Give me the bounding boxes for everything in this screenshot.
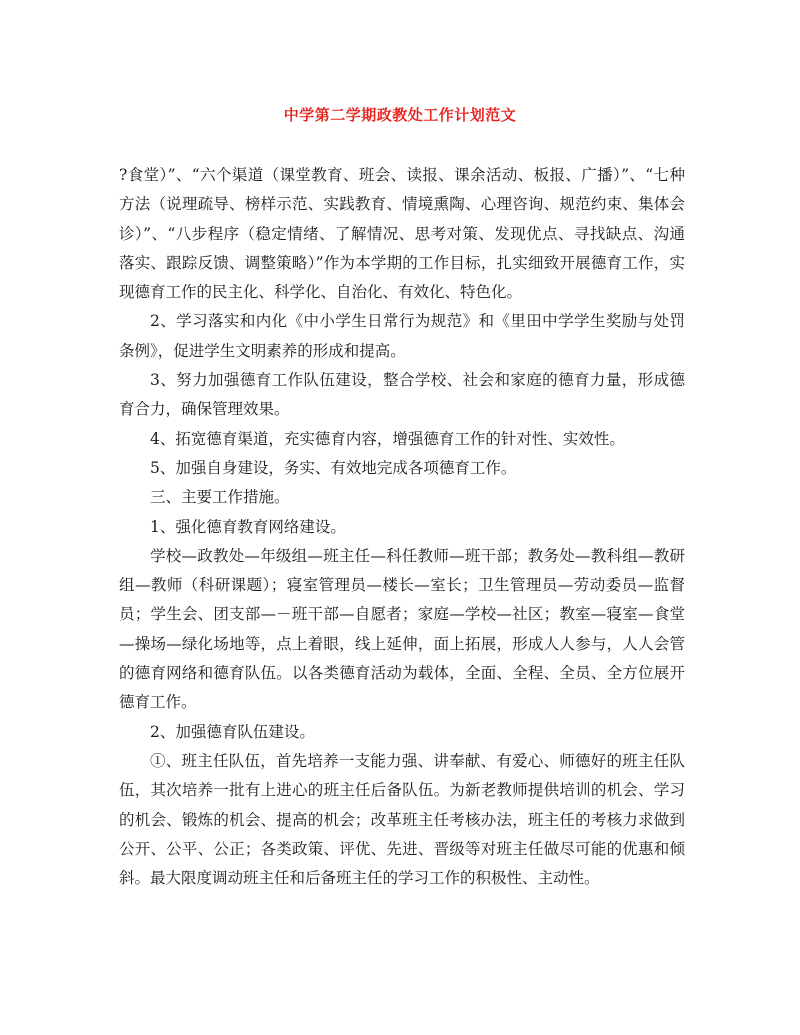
- section-heading-measures: 三、主要工作措施。: [150, 488, 290, 507]
- paragraph-item-4: 4、拓宽德育渠道，充实德育内容，增强德育工作的针对性、实效性。: [150, 429, 625, 448]
- paragraph-team-detail: ①、班主任队伍，首先培养一支能力强、讲奉献、有爱心、师德好的班主任队伍，其次培养一批有上进心的班主任后备队伍。为新老教师提供培训的机会、学习的机会、锻炼的机会、提高的机会；改革班主任考核办法，班主任的考核力求做到公开、公平、公正；各类政策、评优、先进、晋级等对班主任做尽可能的优惠和倾斜。最大限度调动班主任和后备班主任的学习工作的积极性、主动性。: [119, 751, 685, 888]
- document-body: [119, 161, 685, 893]
- paragraph-item-3: 3、努力加强德育工作队伍建设，整合学校、社会和家庭的德育力量，形成德育合力，确保管理效果。: [119, 371, 685, 419]
- subheading-network: 1、强化德育教育网络建设。: [150, 517, 346, 536]
- document-title: 中学第二学期政教处工作计划范文: [283, 106, 517, 124]
- subheading-team: 2、加强德育队伍建设。: [150, 722, 315, 741]
- paragraph-item-5: 5、加强自身建设，务实、有效地完成各项德育工作。: [150, 458, 517, 477]
- paragraph-item-2: 2、学习落实和内化《中小学生日常行为规范》和《里田中学学生奖励与处罚条例》，促进学生文明素养的形成和提高。: [119, 312, 685, 360]
- paragraph-goals-continued: ?食堂）”、“六个渠道（课堂教育、班会、读报、课余活动、板报、广播）”、“七种方法（说理疏导、榜样示范、实践教育、情境熏陶、心理咨询、规范约束、集体会诊）”、“八步程序（稳定情绪、了解情况、思考对策、发现优点、寻找缺点、沟通落实、跟踪反馈、调整策略）”作为本学期的工作目标，扎实细致开展德育工作，实现德育工作的民主化、科学化、自治化、有效化、特色化。: [119, 166, 685, 302]
- paragraph-network-detail: 学校—政教处—年级组—班主任—科任教师—班干部；教务处—教科组—教研组—教师（科研课题）；寝室管理员—楼长—室长；卫生管理员—劳动委员—监督员；学生会、团支部—－班干部—自愿者；家庭—学校—社区；教室—寝室—食堂—操场—绿化场地等，点上着眼，线上延伸，面上拓展，形成人人参与，人人会管的德育网络和德育队伍。以各类德育活动为载体，全面、全程、全员、全方位展开德育工作。: [119, 546, 685, 712]
